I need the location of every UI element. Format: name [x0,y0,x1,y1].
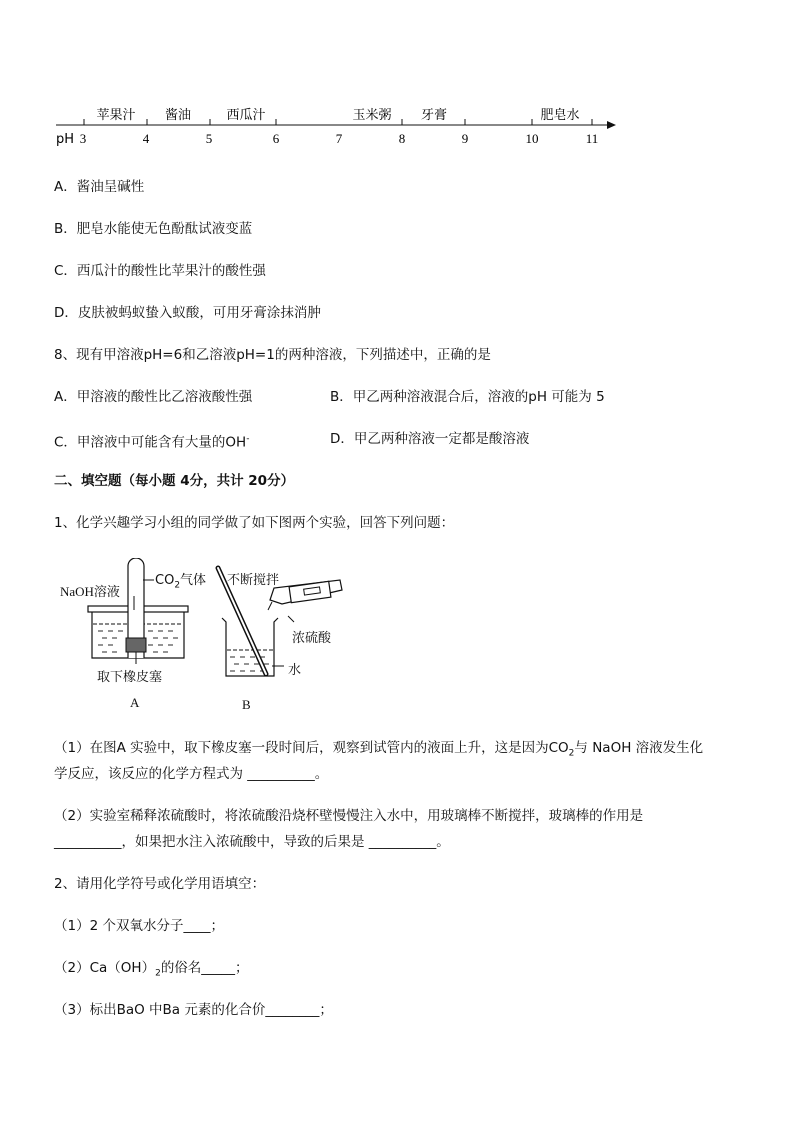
ph-item-label: 酱油 [164,108,192,123]
label-co2-gas: $CO_2$气体 [155,573,207,591]
ph-tick-label: 3 [79,131,87,146]
ph-tick-label: 8 [398,131,406,146]
q8-option-d: D．甲乙两种溶液一定都是酸溶液 [330,431,530,447]
fill2-q2: $(2)Ca(OH)_2$的俗名_____； [54,960,249,979]
label-conc-sulfuric-acid: 浓硫酸 [292,631,332,646]
q7-option-c: C．西瓜汁的酸性比苹果汁的酸性强 [54,263,266,279]
ph-item-label: 牙膏 [420,108,448,123]
rubber-stopper [126,638,146,652]
fill1-q1-line1: （1）在图A 实验中，取下橡皮塞一段时间后，观察到试管内的液面上升，这是因为$CO_2$与 NaOH 溶液发生化 [54,740,704,759]
q8-option-b: B．甲乙两种溶液混合后，溶液的pH 可能为 5 [330,389,605,405]
ph-item-label: 苹果汁 [96,108,136,123]
ph-axis-arrow [607,121,616,129]
fill1-stem: 1、化学兴趣学习小组的同学做了如下图两个实验，回答下列问题： [54,515,455,531]
ph-tick-label: 11 [585,131,599,146]
label-water: 水 [288,663,302,678]
q8-option-c: C．甲溶液中可能含有大量的OH- [54,434,250,451]
ph-tick-label: 6 [272,131,280,146]
fill1-q2-line1: （2）实验室稀释浓硫酸时，将浓硫酸沿烧杯壁慢慢注入水中，用玻璃棒不断搅拌，玻璃棒的作用是 [54,808,644,824]
fill2-q1: （1）2 个双氧水分子____； [54,918,224,934]
beaker [222,618,278,676]
label-naoh-solution: NaOH溶液 [60,584,120,599]
q7-option-a: A．酱油呈碱性 [54,179,145,195]
ph-tick-label: 5 [205,131,213,146]
q7-option-d: D．皮肤被蚂蚁蛰入蚁酸，可用牙膏涂抹消肿 [54,305,321,321]
ph-tick-label: 10 [525,131,539,146]
section-heading: 二、填空题（每小题 4分，共计 20分） [54,473,295,489]
q8-option-a: A．甲溶液的酸性比乙溶液酸性强 [54,389,253,405]
ph-tick-label: 9 [461,131,469,146]
ph-tick-label: 7 [335,131,343,146]
ph-item-label: 肥皂水 [540,108,580,123]
figure-a-caption: A [130,695,140,710]
ph-item-label: 西瓜汁 [226,108,266,123]
ph-item-label: 玉米粥 [352,108,392,123]
ph-tick-label: 4 [142,131,150,146]
ph-axis-label: pH [56,132,75,147]
label-keep-stirring: 不断搅拌 [227,573,280,588]
fill2-stem: 2、请用化学符号或化学用语填空： [54,876,266,892]
q7-option-b: B．肥皂水能使无色酚酞试液变蓝 [54,221,253,237]
label-remove-stopper: 取下橡皮塞 [97,670,163,685]
figure-b-caption: B [242,697,251,712]
q8-stem: 8、现有甲溶液pH=6和乙溶液pH=1的两种溶液，下列描述中，正确的是 [54,347,491,363]
fill1-q2-line2: __________，如果把水注入浓硫酸中，导致的后果是 __________。 [54,834,450,850]
fill1-q1-line2: 学反应，该反应的化学方程式为 __________。 [54,766,329,782]
fill2-q3: （3）标出BaO 中Ba 元素的化合价________； [54,1002,333,1018]
reagent-bottle [268,580,342,610]
